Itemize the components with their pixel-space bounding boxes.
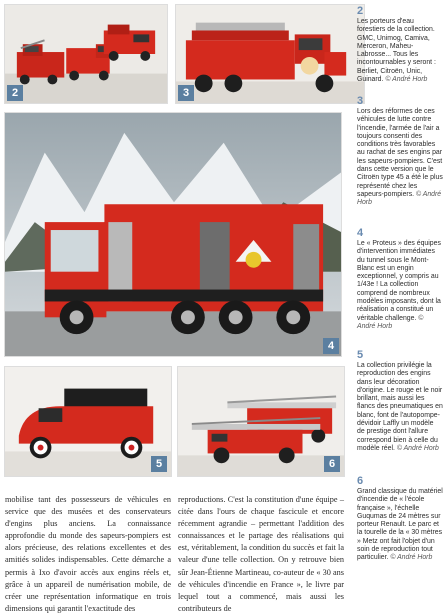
photo-credit: © André Horb <box>390 554 433 562</box>
photo-number-badge: 2 <box>7 85 23 101</box>
caption-text: Grand classique du matériel d'incendie de « l'école française », l'échelle Guqumas de 24 mètres sur porteur Renault. Le parc et la tourelle de la « 30 mètres » Metz ont fait l'objet d'un soin de reproduction tout particulier. <box>357 488 443 562</box>
caption-number: 6 <box>357 475 364 487</box>
caption-2 <box>357 6 443 84</box>
proteus-truck-image <box>5 113 341 356</box>
photo-forest-water-carriers <box>4 4 168 104</box>
caption-number: 4 <box>357 227 364 239</box>
photo-credit: © André Horb <box>357 314 424 330</box>
caption-text: La collection privilégie la reproduction des engins dans leur décoration d'origine. Le rouge et le noir brillant, mais aussi les flancs des pneumatiques en blanc, font de l'autopompe-dévidoir Laffly un modèle de prestige dont l'allure correspond bien à celle du modèle réel. <box>357 362 443 452</box>
caption-3 <box>357 96 443 208</box>
photo-laffly-autopompe <box>4 366 172 477</box>
ladder-trucks-image <box>178 367 344 476</box>
caption-number: 2 <box>357 5 364 17</box>
body-column-right: reproductions. C'est la constitution d'une équipe – citée dans l'ours de chaque fascicule et encore récemment agrandie – permettant l'addition des connaissances et le partage des réalisations qui est, véritablement, la condition du succès et fait la valeur d'une telle collection. On y retrouve bien sûr Jean-Étienne Martineau, co-auteur de « 30 ans de véhicules d'incendie en France », le livre par lequel tout a commencé, mais aussi les contributeurs de <box>178 495 344 613</box>
caption-text: Les porteurs d'eau forestiers de la collection. GMC, Unimog, Camiva, Merceron, Maheu-Labrosse... Tous les incontournables y seront : Berliet, Citroën, Unic, Guinard. <box>357 18 436 84</box>
caption-sidebar <box>357 6 443 606</box>
laffly-truck-image <box>5 367 171 476</box>
caption-4 <box>357 228 443 331</box>
caption-number: 3 <box>357 95 364 107</box>
caption-text: Le « Proteus » des équipes d'intervention immédiates du tunnel sous le Mont-Blanc est un engin exceptionnel, y compris au 1/43e ! La collection comprend de nombreux modèles imposants, dont la réalisation a constitué un véritable challenge. <box>357 240 441 322</box>
photo-number-badge: 5 <box>151 456 167 472</box>
photo-number-badge: 4 <box>323 338 339 354</box>
caption-6 <box>357 476 443 563</box>
caption-number: 5 <box>357 349 364 361</box>
photo-number-badge: 6 <box>324 456 340 472</box>
body-column-left: mobilise tant des possesseurs de véhicules en service que des musées et des conservateurs d'engins plus anciens. La connaissance approfondie du monde des sapeurs-pompiers est alors précieuse, des relations excellentes et des amitiés solides indispensables. Cette démarche a permis à Ixo d'avoir accès aux engins réels et, grâce à un appareil de numérisation mobile, de créer une représentation informatique en trois dimensions qui garantit l'exactitude des <box>5 495 171 613</box>
caption-text: Lors des réformes de ces véhicules de lutte contre l'incendie, l'armée de l'air a toujours consenti des conditions très favorables au rachat de ses engins par les sapeurs-pompiers. C'est dans cette version que le Citroën type 45 a été le plus représenté chez les sapeurs-pompiers. <box>357 108 443 198</box>
caption-5 <box>357 350 443 453</box>
photo-proteus-mont-blanc <box>4 112 342 357</box>
fire-trucks-image <box>5 5 167 103</box>
photo-credit: © André Horb <box>396 444 439 452</box>
photo-citroen-type-45 <box>175 4 365 104</box>
photo-ladder-trucks <box>177 366 345 477</box>
citroen-truck-image <box>176 5 364 103</box>
photo-number-badge: 3 <box>178 85 194 101</box>
photo-credit: © André Horb <box>385 76 428 84</box>
photo-credit: © André Horb <box>357 190 442 207</box>
